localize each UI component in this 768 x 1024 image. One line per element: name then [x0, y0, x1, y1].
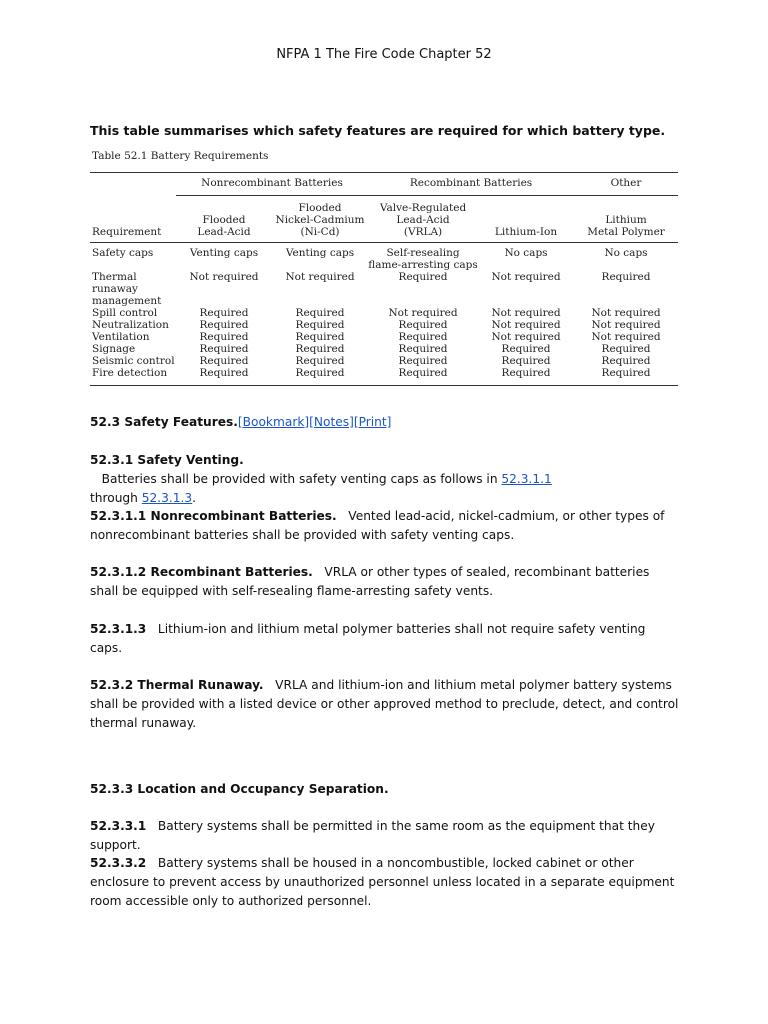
section-number: 52.3.3.1: [90, 819, 147, 833]
col-line: Valve-Regulated: [379, 202, 467, 214]
section-text: VRLA and lithium-ion and lithium metal polymer battery systems shall be provided with a listed device or other approved method to preclude, detect, and control thermal runaway.: [90, 678, 683, 730]
flooded-lead-acid-cell: Venting caps: [189, 247, 259, 259]
section-title: 52.3 Safety Features.: [90, 415, 238, 429]
vrla-cell: [368, 243, 478, 272]
flooded-lead-acid-cell: Required: [199, 319, 249, 331]
section-52-3-1-1: [90, 507, 680, 545]
link-52-3-1-3[interactable]: 52.3.1.3: [141, 491, 193, 505]
col-flooded-lead-acid: [176, 196, 272, 243]
requirement-cell: [90, 343, 176, 355]
cell-line: Fire detection: [92, 367, 168, 379]
lithium-metal-polymer-cell: Not required: [591, 331, 661, 343]
flooded-nicd-cell: Required: [295, 367, 345, 379]
link-52-3-1-1[interactable]: 52.3.1.1: [501, 472, 552, 486]
cell-line: Safety caps: [92, 247, 154, 259]
vrla-cell: [368, 271, 478, 307]
requirement-cell: [90, 243, 176, 272]
lithium-ion-cell: Not required: [491, 271, 561, 283]
cell-line: Required: [398, 271, 448, 283]
requirement-cell: [90, 331, 176, 343]
flooded-lead-acid-cell: Required: [199, 367, 249, 379]
col-line: (VRLA): [403, 226, 443, 238]
page-header: NFPA 1 The Fire Code Chapter 52: [276, 47, 492, 62]
requirement-cell: [90, 319, 176, 331]
requirement-cell: [90, 271, 176, 307]
table-row: [90, 307, 678, 319]
col-line: Metal Polymer: [587, 226, 665, 238]
table-row: [90, 319, 678, 331]
requirement-cell: [90, 367, 176, 385]
lithium-metal-polymer-cell: Required: [601, 343, 651, 355]
col-lithium-metal-polymer: [574, 196, 678, 243]
col-line: Lead-Acid: [396, 214, 450, 226]
section-text: Battery systems shall be permitted in the same room as the equipment that they support.: [90, 819, 659, 852]
flooded-nicd-cell: Required: [295, 307, 345, 319]
flooded-lead-acid-cell: Not required: [189, 271, 259, 283]
cell-line: Neutralization: [92, 319, 169, 331]
flooded-nicd-cell: Venting caps: [285, 247, 355, 259]
section-52-3-3-1: [90, 817, 680, 855]
cell-line: Not required: [388, 307, 458, 319]
group-recombinant: Recombinant Batteries: [368, 173, 574, 196]
flooded-nicd-cell: Required: [295, 343, 345, 355]
table-row: [90, 331, 678, 343]
section-number: 52.3.2 Thermal Runaway.: [90, 678, 264, 692]
section-text: Batteries shall be provided with safety venting caps as follows in: [90, 472, 502, 486]
vrla-cell: [368, 319, 478, 331]
section-52-3-3: [90, 780, 680, 799]
lithium-ion-cell: No caps: [504, 247, 548, 259]
intro-text: This table summarises which safety features are required for which battery type.: [90, 123, 666, 138]
lithium-metal-polymer-cell: Required: [601, 367, 651, 379]
cell-line: Required: [398, 343, 448, 355]
cell-line: Required: [398, 319, 448, 331]
flooded-lead-acid-cell: Required: [199, 343, 249, 355]
table-row: [90, 343, 678, 355]
col-line: (Ni-Cd): [300, 226, 340, 238]
lithium-metal-polymer-cell: Not required: [591, 319, 661, 331]
group-nonrecombinant: Nonrecombinant Batteries: [176, 173, 368, 196]
requirement-cell: [90, 355, 176, 367]
section-52-3-2: [90, 676, 683, 733]
col-flooded-nicd: [272, 196, 368, 243]
flooded-lead-acid-cell: Required: [199, 331, 249, 343]
cell-line: flame-arresting caps: [368, 259, 478, 271]
lithium-metal-polymer-cell: Required: [601, 355, 651, 367]
table-row: [90, 243, 678, 272]
col-requirement: Requirement: [90, 196, 176, 243]
flooded-nicd-cell: Not required: [285, 271, 355, 283]
battery-requirements-table-block: [90, 150, 678, 386]
cell-line: Required: [398, 331, 448, 343]
section-52-3-3-2: [90, 854, 680, 911]
col-line: Nickel-Cadmium: [275, 214, 365, 226]
flooded-lead-acid-cell: Required: [199, 355, 249, 367]
cell-line: Seismic control: [92, 355, 175, 367]
cell-line: Spill control: [92, 307, 158, 319]
table-row: [90, 271, 678, 307]
vrla-cell: [368, 331, 478, 343]
section-52-3: [90, 413, 680, 432]
lithium-ion-cell: Required: [501, 367, 551, 379]
table-row: [90, 367, 678, 385]
vrla-cell: [368, 343, 478, 355]
lithium-metal-polymer-cell: Not required: [591, 307, 661, 319]
lithium-ion-cell: Not required: [491, 307, 561, 319]
flooded-nicd-cell: Required: [295, 355, 345, 367]
table-row: [90, 355, 678, 367]
lithium-ion-cell: Required: [501, 355, 551, 367]
section-number: 52.3.1.1 Nonrecombinant Batteries.: [90, 509, 337, 523]
col-line: Lithium: [605, 214, 647, 226]
cell-line: Signage: [92, 343, 136, 355]
lithium-metal-polymer-cell: No caps: [604, 247, 648, 259]
section-52-3-1-3: [90, 620, 680, 658]
flooded-nicd-cell: Required: [295, 331, 345, 343]
bookmark-link[interactable]: [Bookmark]: [237, 415, 310, 429]
notes-link[interactable]: [Notes]: [309, 415, 354, 429]
print-link[interactable]: [Print]: [353, 415, 392, 429]
cell-line: Ventilation: [92, 331, 150, 343]
cell-line: Thermal runaway: [92, 271, 138, 295]
section-text: Battery systems shall be housed in a noncombustible, locked cabinet or other enclosure to prevent access by unauthorized personnel unless located in a separate equipment room accessible only to authorized personnel.: [90, 856, 679, 908]
col-line: Flooded: [298, 202, 342, 214]
vrla-cell: [368, 355, 478, 367]
section-text: Lithium-ion and lithium metal polymer batteries shall not require safety venting caps.: [90, 622, 650, 655]
lithium-ion-cell: Required: [501, 343, 551, 355]
table-body: [90, 243, 678, 386]
battery-requirements-table: [90, 172, 678, 385]
col-vrla: [368, 196, 478, 243]
section-number: 52.3.1.3: [90, 622, 147, 636]
cell-line: Required: [398, 355, 448, 367]
table-bottom-rule: [90, 385, 678, 386]
section-number: 52.3.1 Safety Venting.: [90, 453, 244, 467]
cell-line: Required: [398, 367, 448, 379]
lithium-metal-polymer-cell: Required: [601, 271, 651, 283]
lithium-ion-cell: Not required: [491, 319, 561, 331]
section-52-3-1: [90, 451, 680, 508]
table-caption: Table 52.1 Battery Requirements: [92, 150, 269, 162]
section-text: Vented lead-acid, nickel-cadmium, or other types of nonrecombinant batteries shall be provided with safety venting caps.: [90, 509, 669, 542]
section-number: 52.3.3 Location and Occupancy Separation.: [90, 782, 389, 796]
col-lithium-ion: Lithium-Ion: [478, 196, 574, 243]
lithium-ion-cell: Not required: [491, 331, 561, 343]
flooded-lead-acid-cell: Required: [199, 307, 249, 319]
section-number: 52.3.1.2 Recombinant Batteries.: [90, 565, 313, 579]
flooded-nicd-cell: Required: [295, 319, 345, 331]
col-line: Flooded: [202, 214, 246, 226]
cell-line: Self-resealing: [386, 247, 460, 259]
section-text: .: [192, 491, 197, 505]
section-number: 52.3.3.2: [90, 856, 147, 870]
cell-line: management: [92, 295, 162, 307]
section-52-3-1-2: [90, 563, 680, 601]
group-other: Other: [574, 173, 678, 196]
vrla-cell: [368, 367, 478, 385]
section-text: through: [90, 491, 142, 505]
requirement-cell: [90, 307, 176, 319]
col-line: Lead-Acid: [197, 226, 251, 238]
section-text: VRLA or other types of sealed, recombinant batteries shall be equipped with self-resealing flame-arresting safety vents.: [90, 565, 654, 598]
vrla-cell: [368, 307, 478, 319]
